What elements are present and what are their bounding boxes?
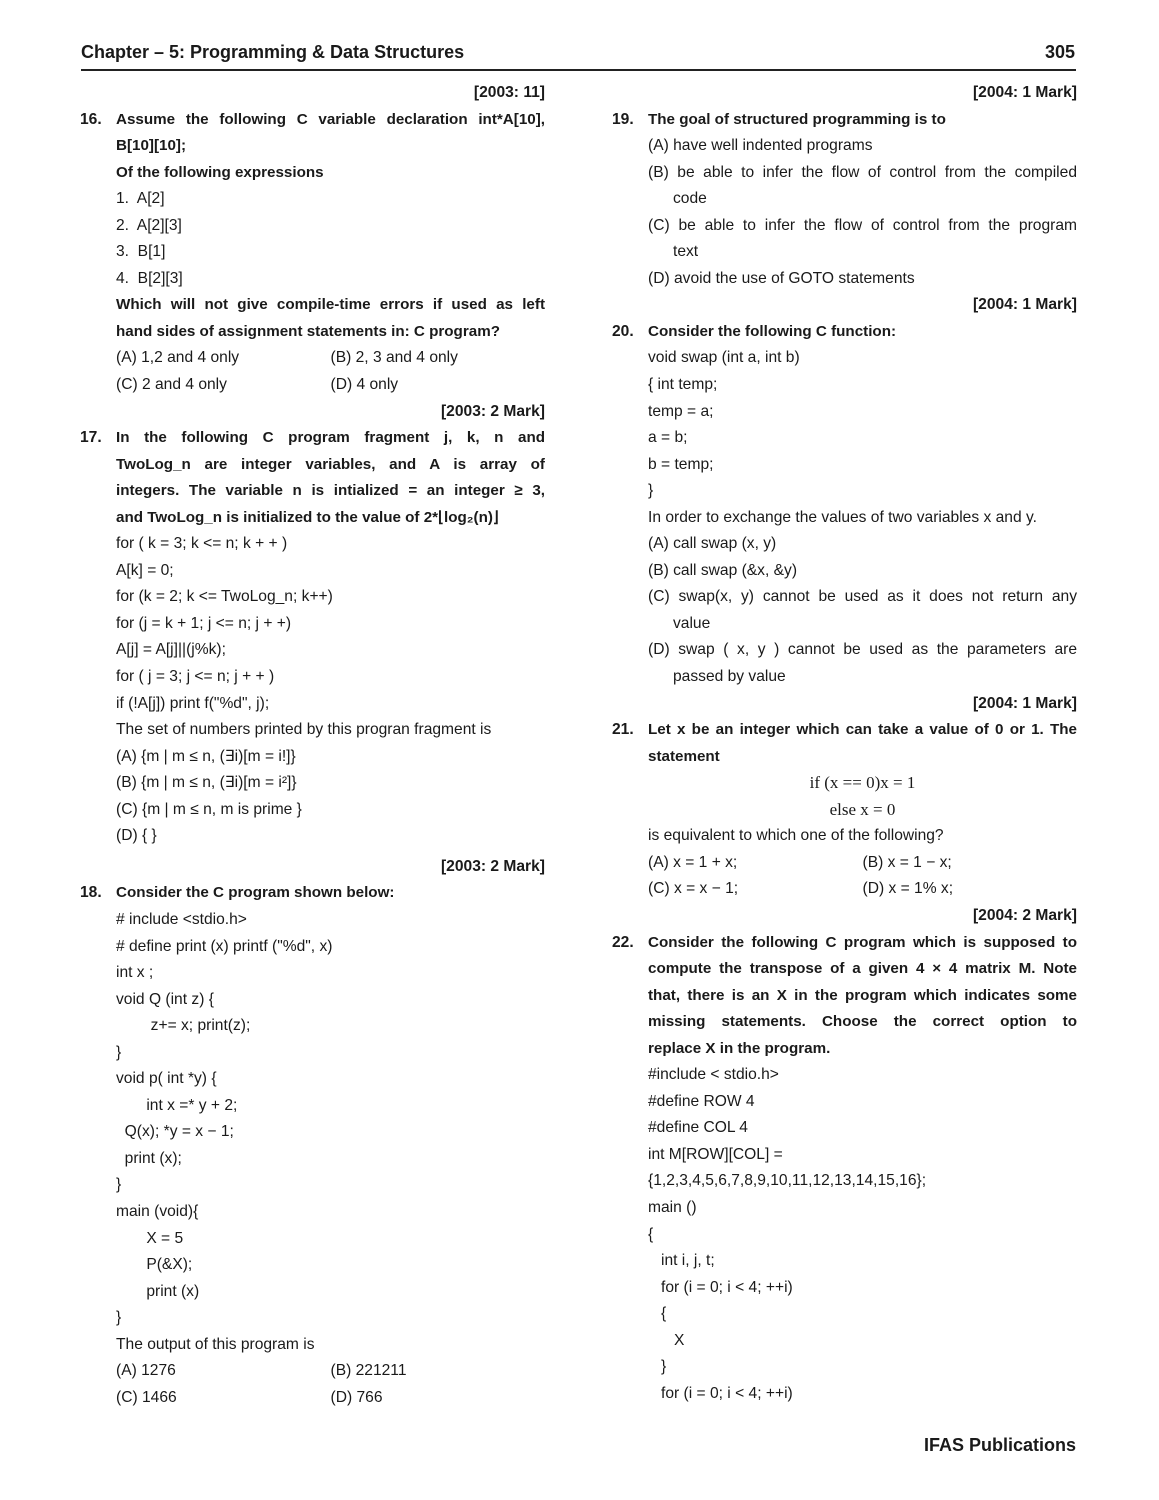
body-line: { int temp; <box>648 376 718 394</box>
question-stem-text: missing statements. Choose the correct option to <box>648 1013 1077 1031</box>
stem-line <box>80 505 545 532</box>
body-line: for (i = 0; i < 4; ++i) <box>648 1384 793 1402</box>
option-line: (C) {m | m ≤ n, m is prime } <box>116 800 302 818</box>
stem-line <box>612 956 1077 983</box>
header-rule <box>81 69 1076 71</box>
body-line: A[k] = 0; <box>116 561 174 579</box>
body-line: } <box>116 1043 122 1061</box>
body-line: int x =* y + 2; <box>116 1096 238 1114</box>
option: (D) 766 <box>330 1388 383 1406</box>
body-line: int x ; <box>116 964 154 982</box>
option: (A) 1276 <box>116 1362 176 1380</box>
page-header <box>81 42 1075 63</box>
body-line: print (x) <box>116 1282 200 1300</box>
body-line: z+= x; print(z); <box>116 1017 251 1035</box>
body-line: print (x); <box>116 1149 182 1167</box>
question-stem-text: Assume the following C variable declaration int*A[10], <box>116 110 545 128</box>
year-mark: [2003: 11] <box>473 84 545 101</box>
display-statement: else x = 0 <box>829 799 896 819</box>
question-number: 20. <box>612 322 634 340</box>
body-line: main () <box>648 1198 697 1216</box>
question-22 <box>612 930 1077 1408</box>
option-line: value <box>673 614 711 632</box>
stem-line <box>80 880 545 907</box>
option-line: text <box>673 243 699 261</box>
stem-line <box>80 133 545 160</box>
question-number: 22. <box>612 933 634 951</box>
question-stem-text: statement <box>648 747 720 765</box>
stem-line <box>612 983 1077 1010</box>
option-line: passed by value <box>673 668 786 686</box>
option: (B) x = 1 − x; <box>862 853 952 871</box>
right-column <box>612 80 1077 1407</box>
body-line: X <box>648 1331 685 1349</box>
question-stem-text: Consider the following C program which is supposed to <box>648 933 1077 951</box>
body-line: b = temp; <box>648 455 714 473</box>
body-line: for ( j = 3; j <= n; j + + ) <box>116 668 275 686</box>
body-line: for (j = k + 1; j <= n; j + +) <box>116 614 292 632</box>
body-line: 3. B[1] <box>116 243 166 261</box>
body-line: for ( k = 3; k <= n; k + + ) <box>116 535 288 553</box>
question-stem-text: Which will not give compile-time errors if used as left <box>116 296 545 314</box>
body-line: void Q (int z) { <box>116 990 214 1008</box>
question-number: 16. <box>80 110 102 128</box>
question-stem-text: Consider the following C function: <box>648 322 897 340</box>
question-stem-text: The goal of structured programming is to <box>648 110 946 128</box>
body-line: X = 5 <box>116 1229 184 1247</box>
option: (C) x = x − 1; <box>648 880 739 898</box>
question-stem-text: B[10][10]; <box>116 137 187 155</box>
question-stem-text: that, there is an X in the program which indicates some <box>648 986 1077 1004</box>
option-line: (D) avoid the use of GOTO statements <box>648 269 915 287</box>
body-line: { <box>648 1305 667 1323</box>
option-row <box>648 876 1077 903</box>
option-row <box>648 850 1077 877</box>
publisher-footer: IFAS Publications <box>923 1435 1076 1455</box>
stem-line <box>612 930 1077 957</box>
body-line: a = b; <box>648 429 688 447</box>
body-line: #include < stdio.h> <box>648 1066 779 1084</box>
body-line: } <box>648 1358 667 1376</box>
question-stem-text: Of the following expressions <box>116 163 324 181</box>
option-line: (C) swap(x, y) cannot be used as it does not return any <box>648 588 1077 606</box>
body-line: # define print (x) printf ("%d", x) <box>116 937 333 955</box>
option: (A) x = 1 + x; <box>648 853 738 871</box>
option: (C) 2 and 4 only <box>116 376 227 394</box>
question-stem-text: replace X in the program. <box>648 1039 831 1057</box>
stem-line <box>80 478 545 505</box>
body-line: The set of numbers printed by this progran fragment is <box>116 721 492 739</box>
question-19 <box>612 107 1077 293</box>
option-row <box>116 345 545 372</box>
option-line: (B) call swap (&x, &y) <box>648 561 798 579</box>
question-stem-text: Consider the C program shown below: <box>116 884 395 902</box>
body-line: temp = a; <box>648 402 714 420</box>
stem-line <box>80 452 545 479</box>
question-stem-text: TwoLog_n are integer variables, and A is array of <box>116 455 545 473</box>
question-stem-text: integers. The variable n is intialized = an integer ≥ 3, <box>116 482 545 500</box>
year-mark: [2004: 1 Mark] <box>972 84 1077 101</box>
stem-line <box>80 107 545 134</box>
option: (B) 221211 <box>330 1362 407 1380</box>
stem-line <box>80 292 545 319</box>
stem-line <box>612 744 1077 771</box>
stem-line <box>612 717 1077 744</box>
body-line: void swap (int a, int b) <box>648 349 800 367</box>
option-row <box>116 1385 545 1412</box>
body-line: { <box>648 1225 654 1243</box>
body-line: 4. B[2][3] <box>116 269 183 287</box>
option-line: (B) {m | m ≤ n, (∃i)[m = i²]} <box>116 774 297 792</box>
page-number: 305 <box>1044 42 1075 62</box>
question-16 <box>80 107 545 399</box>
body-line: 1. A[2] <box>116 190 165 208</box>
question-stem-text: Let x be an integer which can take a value of 0 or 1. The <box>648 721 1077 739</box>
question-stem-text: and TwoLog_n is initialized to the value of 2*⌊log₂(n)⌋ <box>116 508 499 526</box>
question-18 <box>80 880 545 1411</box>
question-number: 18. <box>80 884 102 902</box>
year-mark: [2003: 2 Mark] <box>440 402 545 420</box>
year-mark: [2004: 2 Mark] <box>972 906 1077 924</box>
option-line: (B) be able to infer the flow of control from the compiled <box>648 163 1077 181</box>
body-line: A[j] = A[j]||(j%k); <box>116 641 226 659</box>
option: (D) x = 1% x; <box>862 880 954 898</box>
option-line: (D) { } <box>116 827 157 845</box>
question-21 <box>612 717 1077 903</box>
option-line: (D) swap ( x, y ) cannot be used as the parameters are <box>648 641 1077 659</box>
body-line: #define ROW 4 <box>648 1092 755 1110</box>
chapter-title: Chapter – 5: Programming & Data Structures <box>81 42 465 62</box>
option-row <box>116 1358 545 1385</box>
body-line: void p( int *y) { <box>116 1070 217 1088</box>
body-line: for (k = 2; k <= TwoLog_n; k++) <box>116 588 333 606</box>
option-line: (C) be able to infer the flow of control from the program <box>648 216 1077 234</box>
option: (B) 2, 3 and 4 only <box>330 349 458 367</box>
question-20 <box>612 319 1077 691</box>
stem-line <box>612 107 1077 134</box>
option-line: (A) have well indented programs <box>648 137 873 155</box>
body-line: } <box>116 1176 122 1194</box>
body-line: {1,2,3,4,5,6,7,8,9,10,11,12,13,14,15,16}; <box>648 1172 927 1190</box>
stem-line <box>80 319 545 346</box>
body-line: In order to exchange the values of two variables x and y. <box>648 508 1037 526</box>
question-number: 19. <box>612 110 634 128</box>
question-17 <box>80 425 545 850</box>
stem-line <box>80 425 545 452</box>
body-line: int i, j, t; <box>648 1252 715 1270</box>
option: (C) 1466 <box>116 1388 177 1406</box>
stem-line <box>612 1009 1077 1036</box>
display-statement: if (x == 0)x = 1 <box>809 773 916 793</box>
stem-line <box>612 319 1077 346</box>
option-line: (A) call swap (x, y) <box>648 535 777 553</box>
stem-line <box>612 1036 1077 1063</box>
body-line: int M[ROW][COL] = <box>648 1145 783 1163</box>
body-line: Q(x); *y = x − 1; <box>116 1123 234 1141</box>
option: (D) 4 only <box>330 376 399 394</box>
body-line: is equivalent to which one of the following? <box>648 827 944 845</box>
stem-line <box>80 160 545 187</box>
question-stem-text: hand sides of assignment statements in: C program? <box>116 322 500 340</box>
year-mark: [2004: 1 Mark] <box>972 694 1077 712</box>
body-line: 2. A[2][3] <box>116 216 182 234</box>
body-line: if (!A[j]) print f("%d", j); <box>116 694 270 712</box>
left-column <box>80 80 545 1411</box>
body-line: } <box>648 482 654 500</box>
question-stem-text: compute the transpose of a given 4 × 4 matrix M. Note <box>648 960 1077 978</box>
body-line: The output of this program is <box>116 1335 315 1353</box>
year-mark: [2004: 1 Mark] <box>972 296 1077 314</box>
question-number: 21. <box>612 721 634 739</box>
year-mark: [2003: 2 Mark] <box>440 857 545 875</box>
question-number: 17. <box>80 429 102 447</box>
option-line: code <box>673 190 707 208</box>
option-row <box>116 372 545 399</box>
body-line: } <box>116 1309 122 1327</box>
body-line: #define COL 4 <box>648 1119 748 1137</box>
option: (A) 1,2 and 4 only <box>116 349 240 367</box>
body-line: # include <stdio.h> <box>116 910 247 928</box>
body-line: P(&X); <box>116 1256 193 1274</box>
option-line: (A) {m | m ≤ n, (∃i)[m = i!]} <box>116 747 296 765</box>
question-stem-text: In the following C program fragment j, k, n and <box>116 429 545 447</box>
body-line: for (i = 0; i < 4; ++i) <box>648 1278 793 1296</box>
body-line: main (void){ <box>116 1202 199 1220</box>
